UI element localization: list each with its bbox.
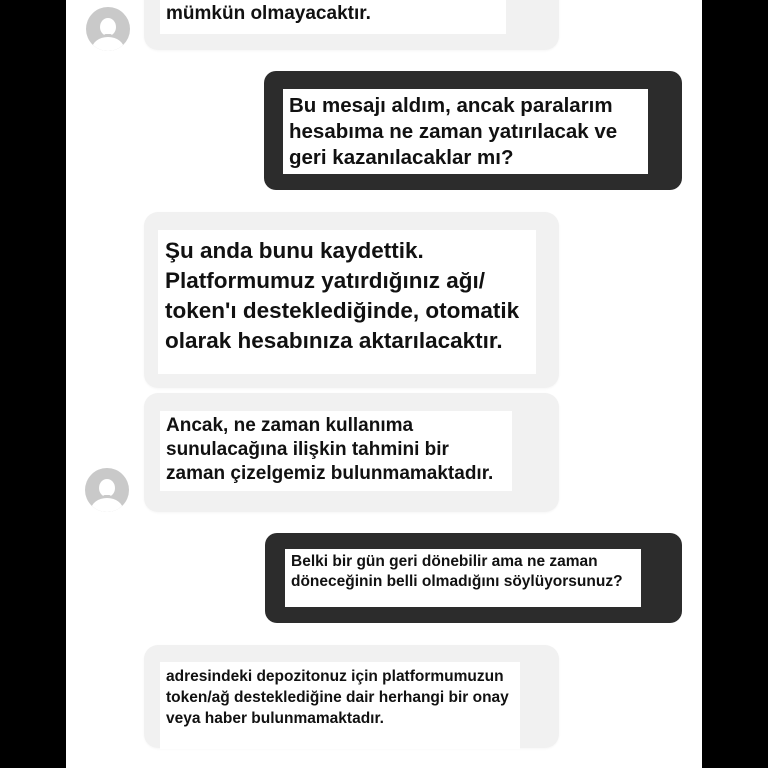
message-line: veya haber bulunmamaktadır. [166,710,384,727]
message-line: Bu mesajı aldım, ancak paralarım [289,94,613,117]
message-line: geri kazanılacaklar mı? [289,146,514,169]
message-line: adresindeki depozitonuz için platformumuzun [166,668,504,685]
support-avatar-icon [86,7,130,51]
message-text [158,230,536,374]
message-text [160,411,512,491]
message-line: Platformumuz yatırdığınız ağı/ [165,268,486,293]
message-line: Ancak, ne zaman kullanıma [166,415,414,436]
message-line: sunulacağına ilişkin tahmini bir [166,439,449,460]
message-bubble-outgoing [265,533,682,623]
message-line: Şu anda bunu kaydettik. [165,238,424,263]
message-bubble-outgoing [264,71,682,190]
message-line: mümkün olmayacaktır. [166,3,371,24]
message-line: zaman çizelgemiz bulunmamaktadır. [166,463,494,484]
message-line: Belki bir gün geri dönebilir ama ne zaman [291,553,598,570]
support-avatar-icon [85,468,129,512]
message-line: olarak hesabınıza aktarılacaktır. [165,328,503,353]
message-line: döneceğinin belli olmadığını söylüyorsunuz? [291,573,623,590]
chat-screen [66,0,702,768]
message-bubble-incoming [144,0,559,50]
message-line: token'ı desteklediğinde, otomatik [165,298,520,323]
message-text [285,549,641,607]
message-line: hesabıma ne zaman yatırılacak ve [289,120,618,143]
message-text [160,0,506,34]
message-bubble-incoming [144,645,559,748]
message-bubble-incoming [144,212,559,388]
message-text [160,662,520,749]
message-bubble-incoming [144,393,559,512]
message-text [283,89,648,174]
message-line: token/ağ desteklediğine dair herhangi bir onay [166,689,509,706]
